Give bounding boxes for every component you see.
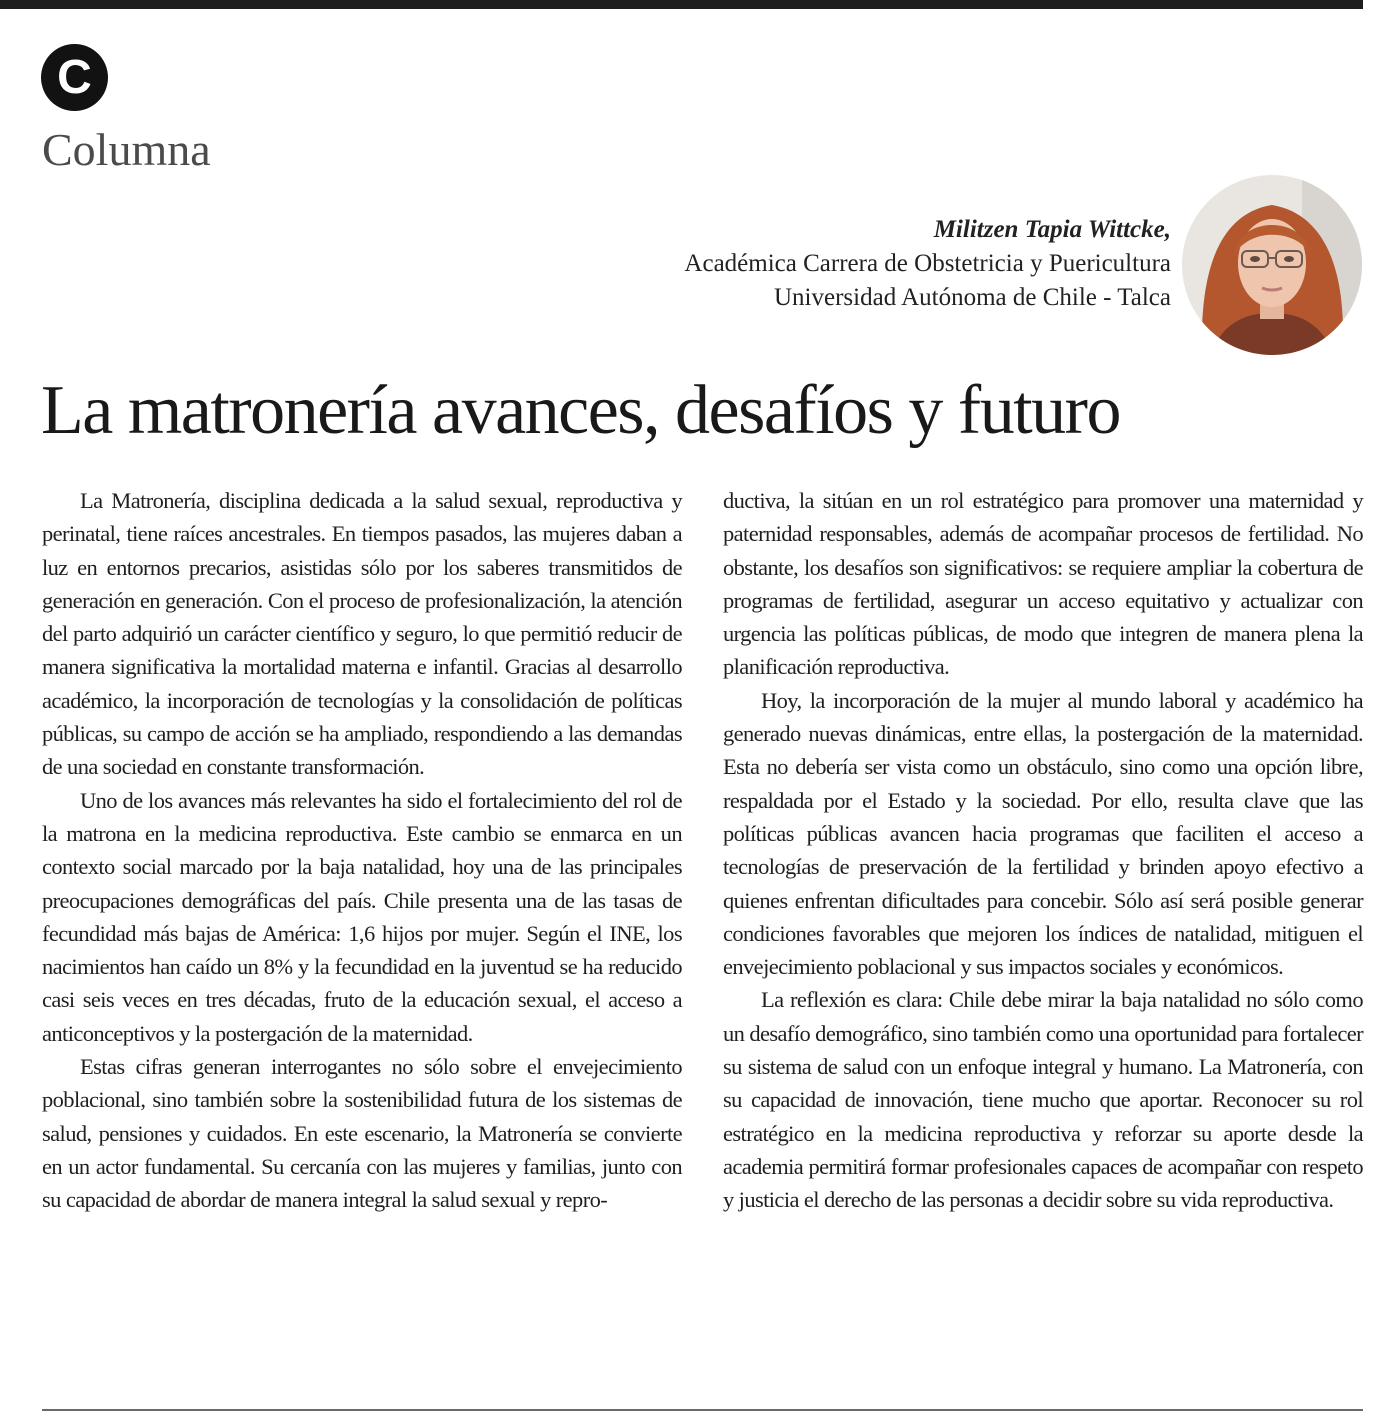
author-photo <box>1182 175 1362 355</box>
article-paragraph: Uno de los avances más relevantes ha sido el fortalecimiento del rol de la matrona en la medicina reproductiva. Este cambio se enmarca en un contexto social marcado por la baja natalidad, hoy una de las principales preocupaciones demográficas del país. Chile presenta una de las tasas de fecundidad más bajas de América: 1,6 hijos por mujer. Según el INE, los nacimientos han caído un 8% y la fecundidad en la juventud se ha reducido casi seis veces en tres décadas, fruto de la educación sexual, el acceso a anticonceptivos y la postergación de la maternidad. <box>42 787 682 1046</box>
article-column-right <box>723 484 1363 1217</box>
author-portrait-image <box>1182 175 1362 355</box>
top-rule <box>0 0 1363 9</box>
author-role: Académica Carrera de Obstetricia y Puericultura <box>684 250 1171 277</box>
author-institution: Universidad Autónoma de Chile - Talca <box>774 284 1171 311</box>
article-paragraph: Hoy, la incorporación de la mujer al mundo laboral y académico ha generado nuevas dinámicas, entre ellas, la postergación de la maternidad. Esta no debería ser vista como un obstáculo, sino como una opción libre, respaldada por el Estado y la sociedad. Por ello, resulta clave que las políticas públicas avancen hacia programas que faciliten el acceso a tecnologías de preservación de la fertilidad y brinden apoyo efectivo a quienes enfrentan dificultades para concebir. Sólo así será posible generar condiciones favorables que mejoren los índices de natalidad, mitiguen el envejecimiento poblacional y sus impactos sociales y económicos. <box>723 687 1363 980</box>
section-name: Columna <box>42 124 211 175</box>
author-name: Militzen Tapia Wittcke, <box>933 216 1171 243</box>
section-badge: C <box>41 44 108 111</box>
byline <box>684 213 1171 315</box>
article-paragraph: Estas cifras generan interrogantes no sólo sobre el envejecimiento poblacional, sino también sobre la sostenibilidad futura de los sistemas de salud, pensiones y cuidados. En este escenario, la Matronería se convierte en un actor fundamental. Su cercanía con las mujeres y familias, junto con su capacidad de abordar de manera integral la salud sexual y repro- <box>42 1054 682 1213</box>
article-paragraph: La Matronería, disciplina dedicada a la salud sexual, reproductiva y perinatal, tiene raíces ancestrales. En tiempos pasados, las mujeres daban a luz en entornos precarios, asistidas sólo por los saberes transmitidos de generación en generación. Con el proceso de profesionalización, la atención del parto adquirió un carácter científico y seguro, lo que permitió reducir de manera significativa la mortalidad materna e infantil. Gracias al desarrollo académico, la incorporación de tecnologías y la consolidación de políticas públicas, su campo de acción se ha ampliado, respondiendo a las demandas de una sociedad en constante transformación. <box>42 488 682 780</box>
article-paragraph-continued: ductiva, la sitúan en un rol estratégico para promover una maternidad y paternidad responsables, además de acompañar procesos de fertilidad. No obstante, los desafíos son significativos: se requiere ampliar la cobertura de programas de fertilidad, asegurar un acceso equitativo y actualizar con urgencia las políticas públicas, de modo que integren de manera plena la planificación reproductiva. <box>723 488 1363 680</box>
bottom-rule <box>42 1409 1363 1411</box>
article-paragraph: La reflexión es clara: Chile debe mirar la baja natalidad no sólo como un desafío demográfico, sino también como una oportunidad para fortalecer su sistema de salud con un enfoque integral y humano. La Matronería, con su capacidad de innovación, tiene mucho que aportar. Reconocer su rol estratégico en la medicina reproductiva y reforzar su aporte desde la academia permitirá formar profesionales capaces de acompañar con respeto y justicia el derecho de las personas a decidir sobre su vida reproductiva. <box>723 987 1363 1213</box>
article-headline: La matronería avances, desafíos y futuro <box>41 372 1120 449</box>
article-column-left <box>42 484 682 1217</box>
